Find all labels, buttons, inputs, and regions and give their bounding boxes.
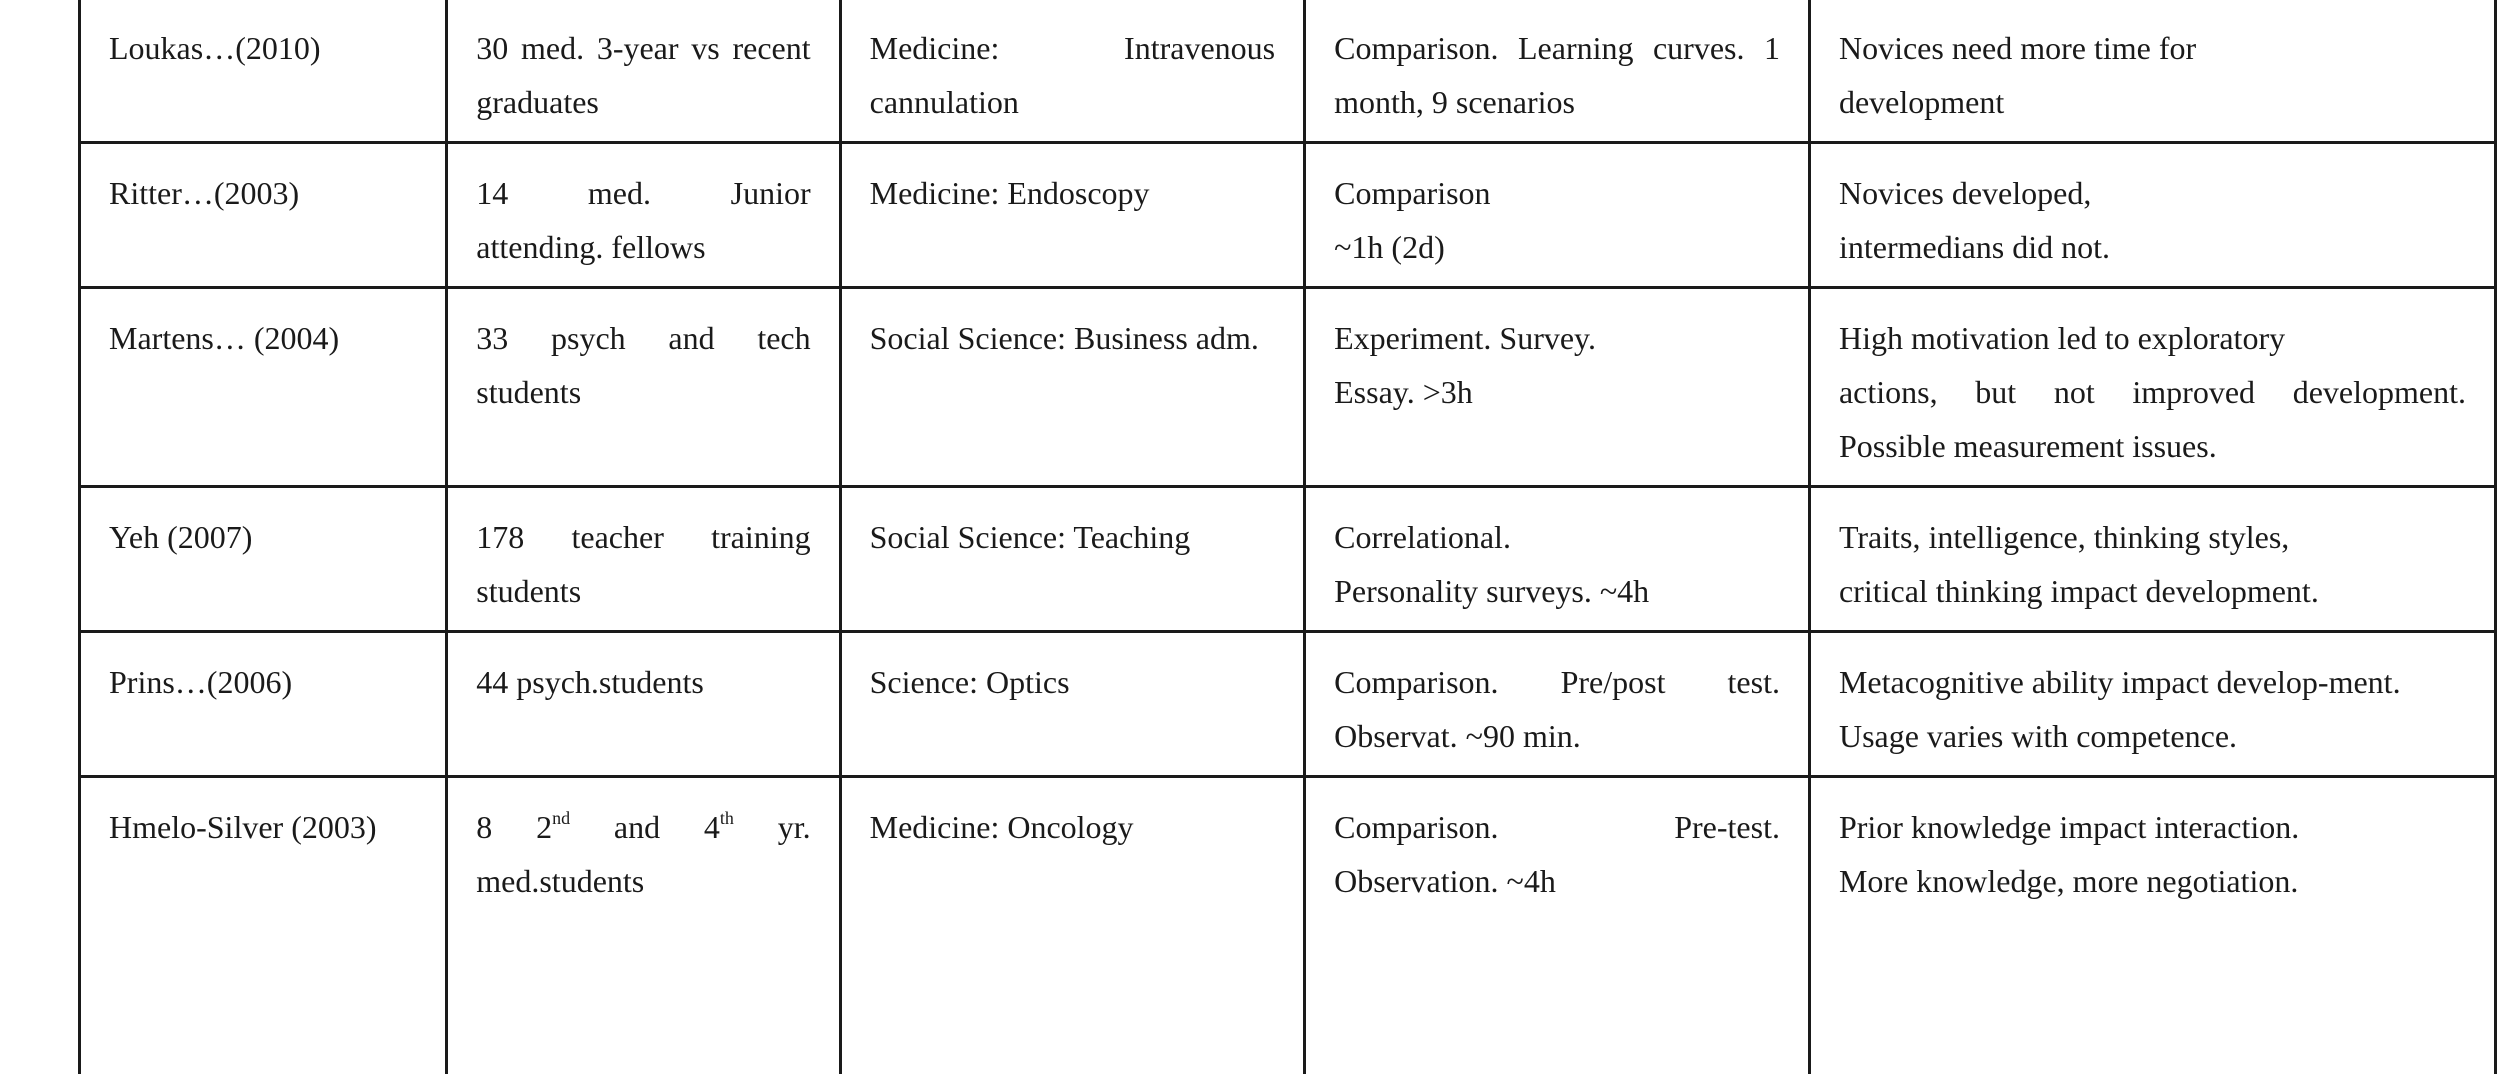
domain-cell: Social Science: Teaching xyxy=(840,487,1305,632)
participants-cell: 30 med. 3-year vs recent graduates xyxy=(447,0,840,143)
study-cell: Loukas…(2010) xyxy=(80,0,447,143)
table-row xyxy=(80,487,2496,632)
participants-cell: 33 psych and tech students xyxy=(447,288,840,487)
table-row xyxy=(80,0,2496,143)
findings-cell: Prior knowledge impact interaction. More knowledge, more negotiation. xyxy=(1809,777,2495,1075)
study-cell: Yeh (2007) xyxy=(80,487,447,632)
findings-cell: Traits, intelligence, thinking styles, critical thinking impact development. xyxy=(1809,487,2495,632)
domain-cell: Medicine: Oncology xyxy=(840,777,1305,1075)
study-cell: Prins…(2006) xyxy=(80,632,447,777)
table-row xyxy=(80,143,2496,288)
findings-cell: Novices need more time for development xyxy=(1809,0,2495,143)
domain-cell: Science: Optics xyxy=(840,632,1305,777)
table-row xyxy=(80,777,2496,1075)
table-row xyxy=(80,288,2496,487)
participants-cell: 44 psych.students xyxy=(447,632,840,777)
literature-table xyxy=(78,0,2497,1074)
study-cell: Martens… (2004) xyxy=(80,288,447,487)
participants-cell: 8 2nd and 4th yr. med.students xyxy=(447,777,840,1075)
study-cell: Ritter…(2003) xyxy=(80,143,447,288)
participants-line-rich: 8 2nd and 4th yr. xyxy=(476,808,811,845)
method-cell: Experiment. Survey. Essay. >3h xyxy=(1305,288,1810,487)
domain-cell: Medicine: Endoscopy xyxy=(840,143,1305,288)
method-cell: Comparison. Pre/post test. Observat. ~90 min. xyxy=(1305,632,1810,777)
findings-cell: Novices developed, intermedians did not. xyxy=(1809,143,2495,288)
domain-cell: Social Science: Business adm. xyxy=(840,288,1305,487)
participants-cell: 178 teacher training students xyxy=(447,487,840,632)
findings-cell: High motivation led to exploratory actions, but not improved development. Possible measurement issues. xyxy=(1809,288,2495,487)
domain-cell: Medicine: Intravenous cannulation xyxy=(840,0,1305,143)
findings-cell: Metacognitive ability impact develop-ment. Usage varies with competence. xyxy=(1809,632,2495,777)
study-cell: Hmelo-Silver (2003) xyxy=(80,777,447,1075)
participants-cell: 14 med. Junior attending. fellows xyxy=(447,143,840,288)
method-cell: Correlational. Personality surveys. ~4h xyxy=(1305,487,1810,632)
method-cell: Comparison ~1h (2d) xyxy=(1305,143,1810,288)
table-row xyxy=(80,632,2496,777)
method-cell: Comparison. Pre-test. Observation. ~4h xyxy=(1305,777,1810,1075)
method-cell: Comparison. Learning curves. 1 month, 9 scenarios xyxy=(1305,0,1810,143)
